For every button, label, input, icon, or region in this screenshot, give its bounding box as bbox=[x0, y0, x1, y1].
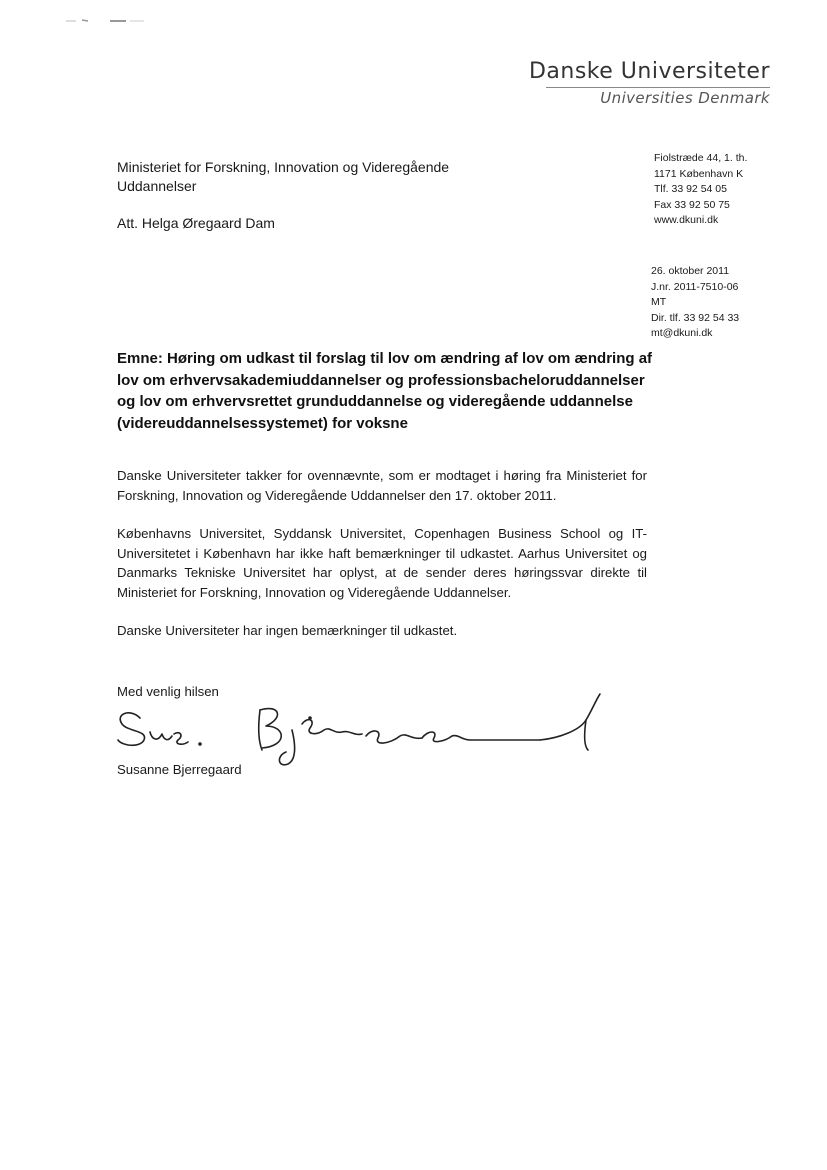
author-initials: MT bbox=[651, 296, 667, 308]
letter-body bbox=[117, 466, 647, 660]
body-paragraph-2: Københavns Universitet, Syddansk Universitet, Copenhagen Business School og IT-Universitetet i København har ikke haft bemærkninger til udkastet. Aarhus Universitet og Danmarks Tekniske Universitet har oplyst, at de sender deres høringssvar direkte til Ministeriet for Forskning, Innovation og Videregående Uddannelser. bbox=[117, 526, 647, 600]
letter-meta-block bbox=[651, 264, 811, 342]
recipient-line-1: Ministeriet for Forskning, Innovation og Videregående bbox=[117, 159, 450, 175]
letter-date: 26. oktober 2011 bbox=[651, 265, 730, 277]
letter-subject: Emne: Høring om udkast til forslag til lov om ændring af lov om ændring af lov om erhvervsakademiuddannelser og professionsbacheloruddannelser og lov om erhvervsrettet grunduddannelse og videregående uddannelse (videreuddannelsessystemet) for voksne bbox=[117, 350, 653, 432]
logo-divider bbox=[546, 87, 770, 88]
journal-number: J.nr. 2011-7510-06 bbox=[651, 280, 739, 293]
handwritten-signature bbox=[110, 690, 610, 770]
logo-org-name: Danske Universiteter bbox=[528, 59, 770, 84]
signer-name: Susanne Bjerregaard bbox=[117, 762, 242, 777]
sender-fax: Fax 33 92 50 75 bbox=[654, 198, 730, 211]
sender-city: 1171 København K bbox=[654, 167, 744, 180]
sender-street: Fiolstræde 44, 1. th. bbox=[654, 152, 748, 164]
direct-phone: Dir. tlf. 33 92 54 33 bbox=[651, 311, 740, 324]
letterhead-logo bbox=[529, 60, 770, 107]
scan-artifact bbox=[66, 18, 146, 24]
author-email: mt@dkuni.dk bbox=[651, 327, 713, 339]
recipient-line-2: Uddannelser bbox=[117, 178, 197, 194]
body-paragraph-3: Danske Universiteter har ingen bemærkninger til udkastet. bbox=[117, 623, 458, 638]
sender-web: www.dkuni.dk bbox=[654, 214, 719, 226]
sender-address-block bbox=[654, 151, 814, 229]
closing-greeting: Med venlig hilsen bbox=[117, 684, 219, 699]
recipient-attention: Att. Helga Øregaard Dam bbox=[117, 215, 275, 231]
sender-phone: Tlf. 33 92 54 05 bbox=[654, 183, 727, 195]
body-paragraph-1: Danske Universiteter takker for ovennævnte, som er modtaget i høring fra Ministeriet for Forskning, Innovation og Videregående Uddannelser den 17. oktober 2011. bbox=[117, 468, 647, 503]
recipient-block bbox=[117, 158, 497, 233]
logo-org-name-en: Universities Denmark bbox=[600, 89, 770, 107]
